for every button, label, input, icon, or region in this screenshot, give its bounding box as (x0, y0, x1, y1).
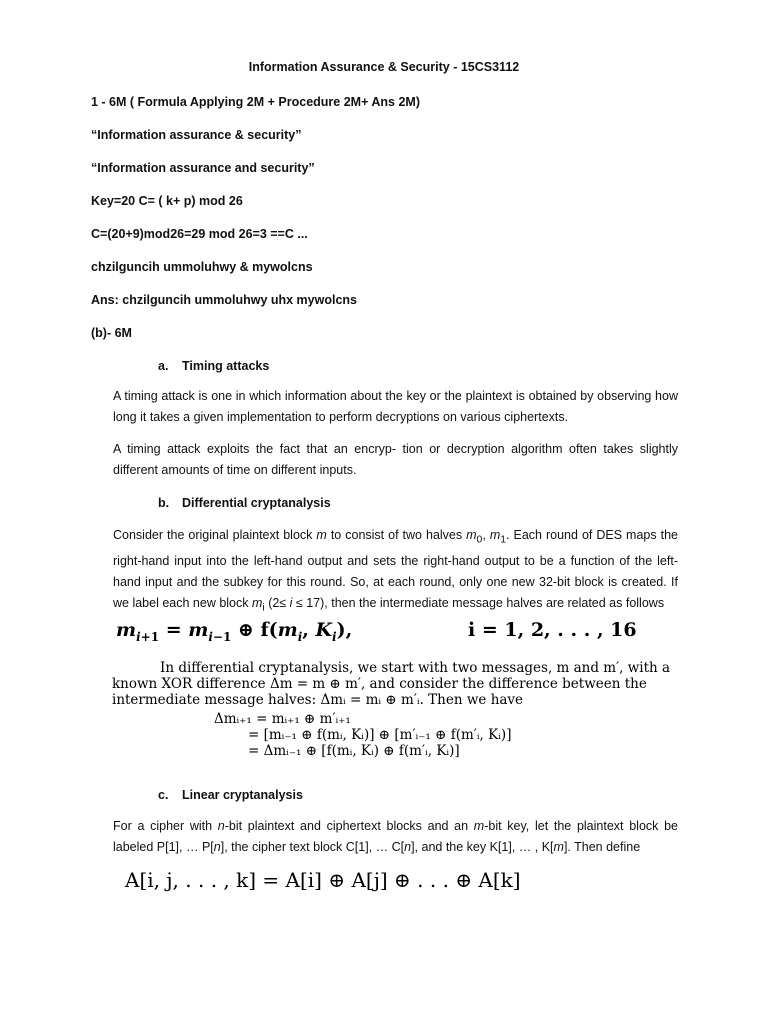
para-text: ], the cipher text block C[1], … C[ (220, 840, 405, 854)
subscript-1: 1 (500, 534, 507, 546)
section-c-marker: c. (158, 788, 169, 802)
excerpt-equation-3: = Δmᵢ₋₁ ⊕ [f(mᵢ, Kᵢ) ⊕ f(m′ᵢ, Kᵢ)] (248, 743, 460, 759)
var-m: m (316, 528, 327, 542)
para-text: (2≤ (264, 595, 290, 610)
cipher-text-line: chzilguncih ummoluhwy & mywolcns (91, 260, 313, 274)
section-c-heading (158, 786, 303, 805)
excerpt-line-3: intermediate message halves: Δmᵢ = mᵢ ⊕ m′ᵢ. Then we have (112, 692, 524, 708)
plaintext-quote-1: “Information assurance & security” (91, 128, 302, 142)
excerpt-equation-2: = [mᵢ₋₁ ⊕ f(mᵢ, Kᵢ)] ⊕ [m′ᵢ₋₁ ⊕ f(m′ᵢ, Kᵢ)] (248, 727, 512, 743)
round-index-range: i = 1, 2, . . . , 16 (468, 619, 637, 641)
section-b-heading (158, 494, 331, 513)
para-text: ]. Then define (563, 840, 641, 854)
section-a-title: Timing attacks (182, 359, 270, 373)
linear-paragraph (113, 816, 678, 858)
section-b-marker: b. (158, 496, 170, 510)
var-n: n (217, 819, 225, 833)
section-b-title: Differential cryptanalysis (182, 496, 331, 510)
para-text: -bit plaintext and ciphertext blocks and an (224, 819, 474, 833)
para-text: ], and the key K[1], … , K[ (411, 840, 554, 854)
para-text: For a cipher with (113, 819, 218, 833)
timing-attack-paragraph-1: A timing attack is one in which information about the key or the plaintext is obtained by observing how long it takes a given implementation to perform decryptions on various ciphertexts. (113, 389, 678, 424)
section-a-heading (158, 357, 269, 376)
section-c-title: Linear cryptanalysis (182, 788, 303, 802)
var-i: i (289, 595, 293, 610)
timing-attack-paragraph-2: A timing attack exploits the fact that an encryp- tion or decryption algorithm often takes slightly different amounts of time on different inputs. (113, 442, 678, 477)
excerpt-line-2: known XOR difference Δm = m ⊕ m′, and consider the difference between the (112, 676, 647, 692)
differential-excerpt (90, 660, 700, 759)
answer-line: Ans: chzilguncih ummoluhwy uhx mywolcns (91, 293, 357, 307)
key-formula-line: Key=20 C= ( k+ p) mod 26 (91, 194, 243, 208)
var-m0: m (466, 528, 477, 542)
para-text: , (482, 528, 490, 542)
para-text: -bit key, let the plaintext block be labeled P[1], … P[ (113, 819, 678, 854)
section-a-marker: a. (158, 359, 169, 373)
excerpt-line-1: In differential cryptanalysis, we start with two messages, m and m′, with a (160, 660, 671, 676)
question-1b-marks: (b)- 6M (91, 326, 132, 340)
excerpt-equation-1: Δmᵢ₊₁ = mᵢ₊₁ ⊕ m′ᵢ₊₁ (214, 711, 351, 727)
para-text: ≤ 17), then the intermediate message halves are related as follows (292, 595, 665, 610)
plaintext-quote-2: “Information assurance and security” (91, 161, 315, 175)
var-n: n (404, 840, 412, 854)
para-text: Consider the original plaintext block (113, 528, 317, 542)
var-m1: m (489, 528, 501, 542)
calculation-line: C=(20+9)mod26=29 mod 26=3 ==C ... (91, 227, 308, 241)
subscript-0: 0 (476, 534, 483, 546)
var-mi: m (251, 595, 263, 610)
para-text: . Each round of DES maps the right-hand input into the left-hand output and sets the right-hand output to be a function of the left-hand input and the subkey for this round. So, at each round, only one new 32-bit block is created. If we label each new block (113, 528, 678, 610)
xor-definition-formula: A[i, j, . . . , k] = A[i] ⊕ A[j] ⊕ . . . ⊕ A[k] (125, 871, 645, 901)
para-text: to consist of two halves (326, 528, 467, 542)
round-relation-formula (116, 619, 676, 649)
question-1-marks: 1 - 6M ( Formula Applying 2M + Procedure 2M+ Ans 2M) (91, 95, 420, 109)
round-relation-equation: $m_{i+1} = m_{i-1}$ ⊕ $f(m_i$, $K_i$), (116, 619, 353, 644)
var-m: m (553, 840, 564, 854)
var-n: n (213, 840, 221, 854)
subscript-i: i (262, 602, 265, 613)
differential-paragraph (113, 525, 678, 618)
var-m: m (473, 819, 485, 833)
document-title: Information Assurance & Security - 15CS3112 (248, 60, 520, 74)
